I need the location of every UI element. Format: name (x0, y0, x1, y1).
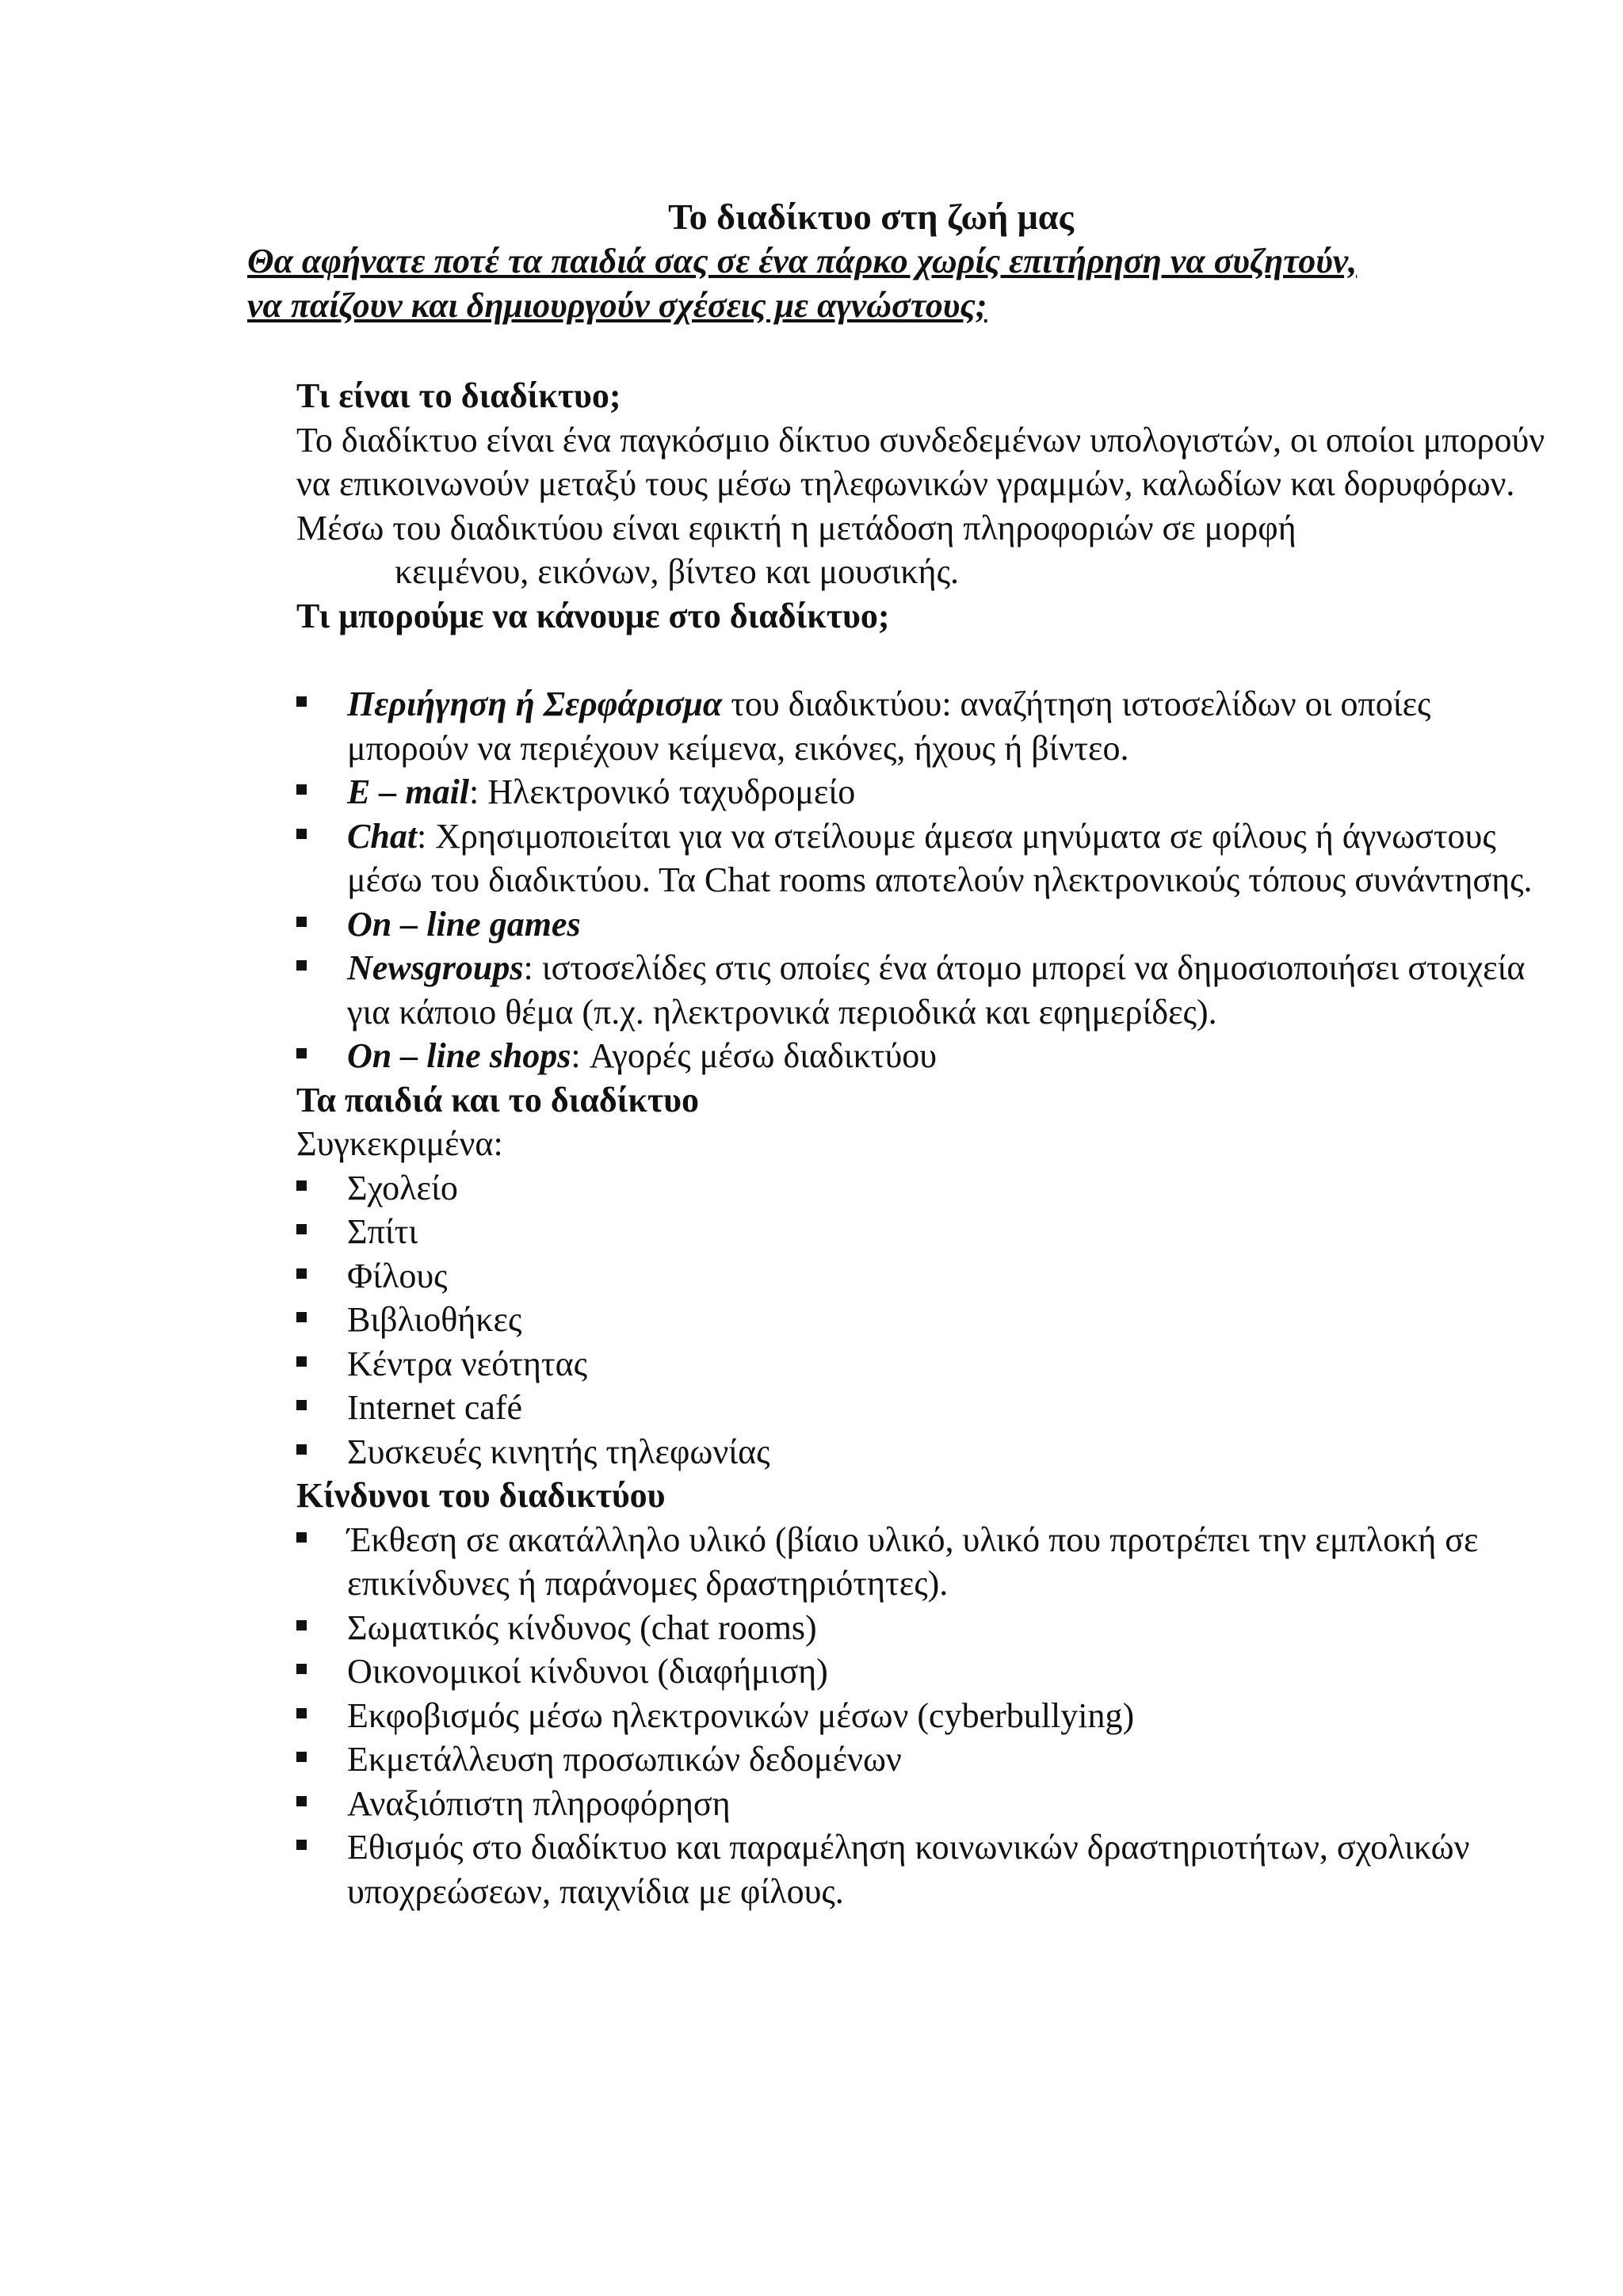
square-bullet-icon (296, 960, 307, 971)
list-item-term: On – line shops (347, 1036, 571, 1075)
square-bullet-icon (296, 696, 307, 707)
section-heading-children: Τα παιδιά και το διαδίκτυο (296, 1080, 699, 1119)
square-bullet-icon (296, 1840, 307, 1850)
list-item-text: Έκθεση σε ακατάλληλο υλικό (βίαιο υλικό, υλικό που προτρέπει την εμπλοκή σε επικίνδυνες ή παράνομες δραστηριότητες). (347, 1520, 1479, 1603)
list-item-text: : Αγορές μέσω διαδικτύου (571, 1036, 938, 1075)
paragraph-transmission-line-2: κειμένου, εικόνων, βίντεο και μουσικής. (395, 552, 959, 591)
square-bullet-icon (296, 1180, 307, 1191)
list-item (296, 902, 1549, 947)
list-item (296, 1430, 1549, 1474)
list-item (296, 682, 1549, 770)
square-bullet-icon (296, 1752, 307, 1762)
paragraph-definition: Το διαδίκτυο είναι ένα παγκόσμιο δίκτυο συνδεδεμένων υπολογιστών, οι οποίοι μπορούν να επικοινωνούν μεταξύ τους μέσω τηλεφωνικών γραμμών, καλωδίων και δορυφόρων. (296, 420, 1545, 503)
list-item (296, 1694, 1549, 1738)
square-bullet-icon (296, 829, 307, 839)
list-item (296, 946, 1549, 1034)
list-item-text: Internet café (347, 1388, 523, 1427)
square-bullet-icon (296, 1444, 307, 1455)
list-item (296, 1034, 1549, 1078)
list-item-text: : Ηλεκτρονικό ταχυδρομείο (469, 772, 856, 811)
square-bullet-icon (296, 917, 307, 927)
list-item (296, 1386, 1549, 1430)
list-item-text: του διαδικτύου: αναζήτηση ιστοσελίδων οι οποίες μπορούν να περιέχουν κείμενα, εικόνες, ήχους ή βίντεο. (347, 685, 1431, 768)
list-item (296, 1254, 1549, 1299)
square-bullet-icon (296, 1796, 307, 1806)
square-bullet-icon (296, 1048, 307, 1058)
list-item (296, 1518, 1549, 1606)
document-subtitle (247, 239, 1484, 328)
list-item-term: E – mail (347, 772, 470, 811)
square-bullet-icon (296, 1532, 307, 1543)
square-bullet-icon (296, 1356, 307, 1367)
document-title: Το διαδίκτυο στη ζωή μας (668, 196, 1074, 237)
list-item-term: Περιήγηση ή Σερφάρισμα (347, 685, 723, 723)
list-item (296, 1166, 1549, 1211)
list-item-text: : ιστοσελίδες στις οποίες ένα άτομο μπορεί να δημοσιοποιήσει στοιχεία για κάποιο θέμα (π.χ. ηλεκτρονικά περιοδικά και εφημερίδες). (347, 948, 1526, 1032)
square-bullet-icon (296, 1400, 307, 1410)
section-heading-what-can-we-do: Τι μπορούμε να κάνουμε στο διαδίκτυο; (296, 596, 890, 635)
list-item-text: Σπίτι (347, 1212, 418, 1251)
list-item-text: Σωματικός κίνδυνος (chat rooms) (347, 1608, 817, 1647)
list-item (296, 1650, 1549, 1694)
list-item (296, 1210, 1549, 1254)
list-item-text: : Χρησιμοποιείται για να στείλουμε άμεσα μηνύματα σε φίλους ή άγνωστους μέσω του διαδικτύου. Τα Chat rooms αποτελούν ηλεκτρονικούς τόπους συνάντησης. (347, 816, 1533, 899)
dangers-list (296, 1518, 1549, 1914)
list-item (296, 1737, 1549, 1782)
paragraph-transmission-line-1: Μέσω του διαδικτύου είναι εφικτή η μετάδοση πληροφοριών σε μορφή (296, 508, 1296, 547)
square-bullet-icon (296, 1708, 307, 1718)
square-bullet-icon (296, 1268, 307, 1279)
list-item (296, 1825, 1549, 1913)
list-item-text: Οικονομικοί κίνδυνοι (διαφήμιση) (347, 1652, 828, 1691)
list-item (296, 770, 1549, 814)
list-item-text: Εκμετάλλευση προσωπικών δεδομένων (347, 1740, 902, 1779)
spacer (296, 638, 1549, 682)
list-item-term: Chat (347, 816, 418, 856)
square-bullet-icon (296, 1664, 307, 1674)
subtitle-line-1: Θα αφήνατε ποτέ τα παιδιά σας σε ένα πάρκο χωρίς επιτήρηση να συζητούν, (247, 242, 1358, 280)
list-item (296, 814, 1549, 902)
activities-list (296, 682, 1549, 1078)
square-bullet-icon (296, 1312, 307, 1322)
subtitle-line-2: να παίζουν και δημιουργούν σχέσεις με αγνώστους; (247, 286, 987, 325)
places-list (296, 1166, 1549, 1474)
list-item-text: Σχολείο (347, 1168, 458, 1207)
document-body (296, 374, 1549, 1913)
list-item-text: Εθισμός στο διαδίκτυο και παραμέληση κοινωνικών δραστηριοτήτων, σχολικών υποχρεώσεων, παιχνίδια με φίλους. (347, 1828, 1470, 1911)
list-item (296, 1342, 1549, 1386)
section-intro: Συγκεκριμένα: (296, 1124, 503, 1163)
list-item-text: Αναξιόπιστη πληροφόρηση (347, 1783, 731, 1823)
square-bullet-icon (296, 784, 307, 795)
list-item-text: Κέντρα νεότητας (347, 1344, 588, 1383)
list-item-text: Φίλους (347, 1256, 448, 1295)
list-item (296, 1298, 1549, 1342)
list-item-term: Newsgroups (347, 948, 524, 987)
square-bullet-icon (296, 1224, 307, 1234)
list-item (296, 1782, 1549, 1826)
list-item-text: Βιβλιοθήκες (347, 1300, 522, 1339)
list-item-text: Εκφοβισμός μέσω ηλεκτρονικών μέσων (cyberbullying) (347, 1695, 1135, 1735)
list-item-term: On – line games (347, 904, 581, 944)
list-item (296, 1606, 1549, 1650)
list-item-text: Συσκευές κινητής τηλεφωνίας (347, 1432, 770, 1471)
section-heading-dangers: Κίνδυνοι του διαδικτύου (296, 1476, 666, 1515)
section-heading-what-is: Τι είναι το διαδίκτυο; (296, 376, 621, 415)
square-bullet-icon (296, 1620, 307, 1630)
